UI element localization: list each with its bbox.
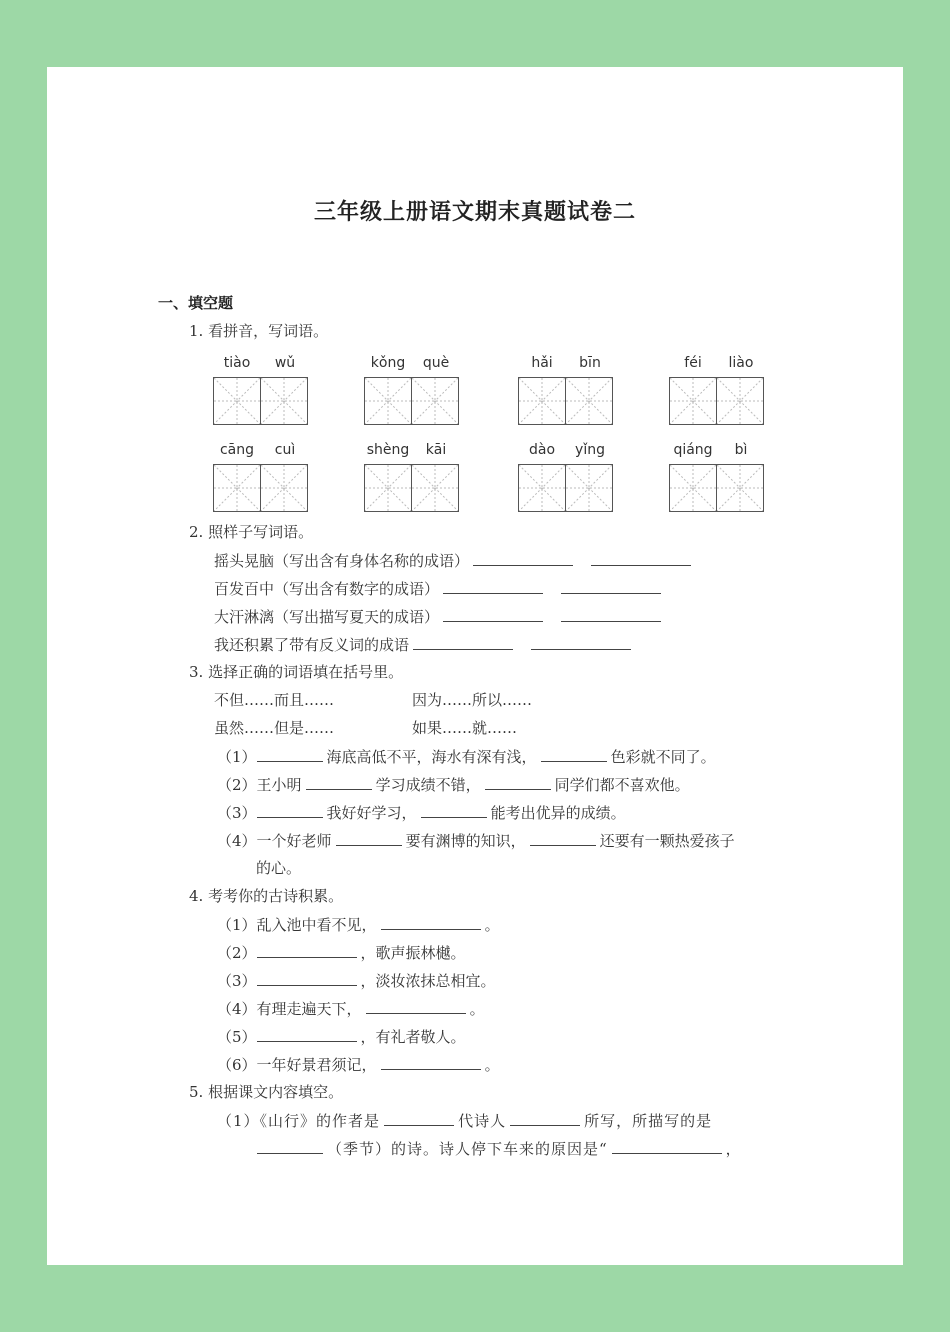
tianzige-guide: [365, 465, 411, 511]
answer-blank[interactable]: [530, 830, 596, 846]
answer-blank[interactable]: [473, 550, 573, 566]
answer-blank[interactable]: [561, 578, 661, 594]
q2-line-1: 摇头晃脑（写出含有身体名称的成语）: [214, 550, 695, 571]
pinyin-syllable: dào: [528, 442, 556, 458]
exam-paper: [47, 67, 903, 1265]
character-box[interactable]: [213, 377, 261, 425]
tianzige-guide: [412, 465, 458, 511]
q3-option: 因为……所以……: [412, 691, 533, 709]
q5-line-2: （季节）的诗。诗人停下车来的原因是“ ，: [257, 1138, 742, 1159]
pinyin-syllable: tiào: [223, 355, 251, 371]
answer-blank[interactable]: [443, 606, 543, 622]
q3-option: 不但……而且……: [214, 691, 335, 709]
answer-blank[interactable]: [257, 942, 357, 958]
character-box[interactable]: [364, 464, 412, 512]
answer-blank[interactable]: [561, 606, 661, 622]
pinyin-syllable: liào: [728, 355, 754, 371]
pinyin-syllable: cāng: [219, 442, 255, 458]
page-title: 三年级上册语文期末真题试卷二: [313, 200, 636, 225]
tianzige-guide: [261, 378, 307, 424]
question-3: 3. 选择正确的词语填在括号里。: [189, 663, 404, 681]
character-box[interactable]: [669, 464, 717, 512]
q4-item-4: （4）有理走遍天下， 。: [217, 1000, 485, 1018]
tianzige-guide: [670, 465, 716, 511]
tianzige-guide: [519, 465, 565, 511]
character-box[interactable]: [213, 464, 261, 512]
pinyin-syllable: qiáng: [673, 442, 713, 458]
character-box[interactable]: [364, 377, 412, 425]
tianzige-guide: [717, 378, 763, 424]
q3-item-4: （4）一个好老师 要有渊博的知识， 还要有一颗热爱孩子: [217, 832, 735, 850]
tianzige-guide: [214, 378, 260, 424]
q2-line-3: 大汗淋漓（写出描写夏天的成语）: [214, 606, 665, 627]
pinyin-syllable: què: [422, 355, 450, 371]
answer-blank[interactable]: [366, 998, 466, 1014]
q4-item-1: （1）乱入池中看不见， 。: [217, 916, 500, 934]
tianzige-guide: [261, 465, 307, 511]
character-box[interactable]: [260, 377, 308, 425]
pinyin-syllable: shèng: [366, 442, 410, 458]
pinyin-syllable: bì: [734, 442, 748, 458]
q3-option: 虽然……但是……: [214, 719, 335, 737]
character-box[interactable]: [518, 464, 566, 512]
q3-item-1: （1） 海底高低不平，海水有深有浅， 色彩就不同了。: [217, 748, 716, 766]
tianzige-guide: [365, 378, 411, 424]
pinyin-syllable: yǐng: [575, 442, 605, 458]
character-box[interactable]: [518, 377, 566, 425]
character-box[interactable]: [411, 377, 459, 425]
pinyin-syllable: kāi: [425, 442, 447, 458]
question-2: 2. 照样子写词语。: [189, 523, 314, 541]
character-box[interactable]: [565, 377, 613, 425]
answer-blank[interactable]: [257, 1026, 357, 1042]
q4-item-6: （6）一年好景君须记， 。: [217, 1056, 500, 1074]
character-box[interactable]: [260, 464, 308, 512]
q3-item-4-cont: 的心。: [256, 859, 302, 877]
question-5: 5. 根据课文内容填空。: [189, 1083, 344, 1101]
character-box[interactable]: [565, 464, 613, 512]
answer-blank[interactable]: [541, 746, 607, 762]
question-1: 1. 看拼音，写词语。: [189, 322, 329, 340]
answer-blank[interactable]: [257, 746, 323, 762]
tianzige-guide: [214, 465, 260, 511]
q4-item-3: （3） ，淡妆浓抹总相宜。: [217, 972, 496, 990]
q2-line-2: 百发百中（写出含有数字的成语）: [214, 578, 665, 599]
pinyin-syllable: wǔ: [274, 355, 296, 371]
answer-blank[interactable]: [381, 914, 481, 930]
answer-blank[interactable]: [531, 634, 631, 650]
character-box[interactable]: [411, 464, 459, 512]
pinyin-syllable: féi: [684, 355, 702, 371]
answer-blank[interactable]: [381, 1054, 481, 1070]
q4-item-2: （2） ，歌声振林樾。: [217, 944, 466, 962]
pinyin-syllable: cuì: [274, 442, 296, 458]
answer-blank[interactable]: [510, 1110, 580, 1126]
pinyin-syllable: bīn: [579, 355, 601, 371]
q3-item-3: （3） 我好好学习， 能考出优异的成绩。: [217, 804, 626, 822]
answer-blank[interactable]: [306, 774, 372, 790]
section-heading: 一、填空题: [158, 294, 234, 312]
character-box[interactable]: [669, 377, 717, 425]
answer-blank[interactable]: [443, 578, 543, 594]
tianzige-guide: [670, 378, 716, 424]
answer-blank[interactable]: [413, 634, 513, 650]
q3-option: 如果……就……: [412, 719, 518, 737]
q2-line-4: 我还积累了带有反义词的成语: [214, 634, 635, 655]
answer-blank[interactable]: [257, 970, 357, 986]
answer-blank[interactable]: [485, 774, 551, 790]
tianzige-guide: [412, 378, 458, 424]
answer-blank[interactable]: [257, 1138, 323, 1154]
q5-line-1: （1）《山行》的作者是 代诗人 所写，所描写的是: [217, 1112, 713, 1130]
pinyin-syllable: hǎi: [531, 355, 553, 371]
answer-blank[interactable]: [612, 1138, 722, 1154]
answer-blank[interactable]: [384, 1110, 454, 1126]
tianzige-guide: [717, 465, 763, 511]
tianzige-guide: [566, 378, 612, 424]
character-box[interactable]: [716, 377, 764, 425]
answer-blank[interactable]: [257, 802, 323, 818]
q3-item-2: （2）王小明 学习成绩不错， 同学们都不喜欢他。: [217, 776, 690, 794]
question-4: 4. 考考你的古诗积累。: [189, 887, 344, 905]
pinyin-syllable: kǒng: [370, 355, 406, 371]
answer-blank[interactable]: [421, 802, 487, 818]
character-box[interactable]: [716, 464, 764, 512]
answer-blank[interactable]: [591, 550, 691, 566]
q4-item-5: （5） ，有礼者敬人。: [217, 1028, 466, 1046]
tianzige-guide: [566, 465, 612, 511]
tianzige-guide: [519, 378, 565, 424]
answer-blank[interactable]: [336, 830, 402, 846]
